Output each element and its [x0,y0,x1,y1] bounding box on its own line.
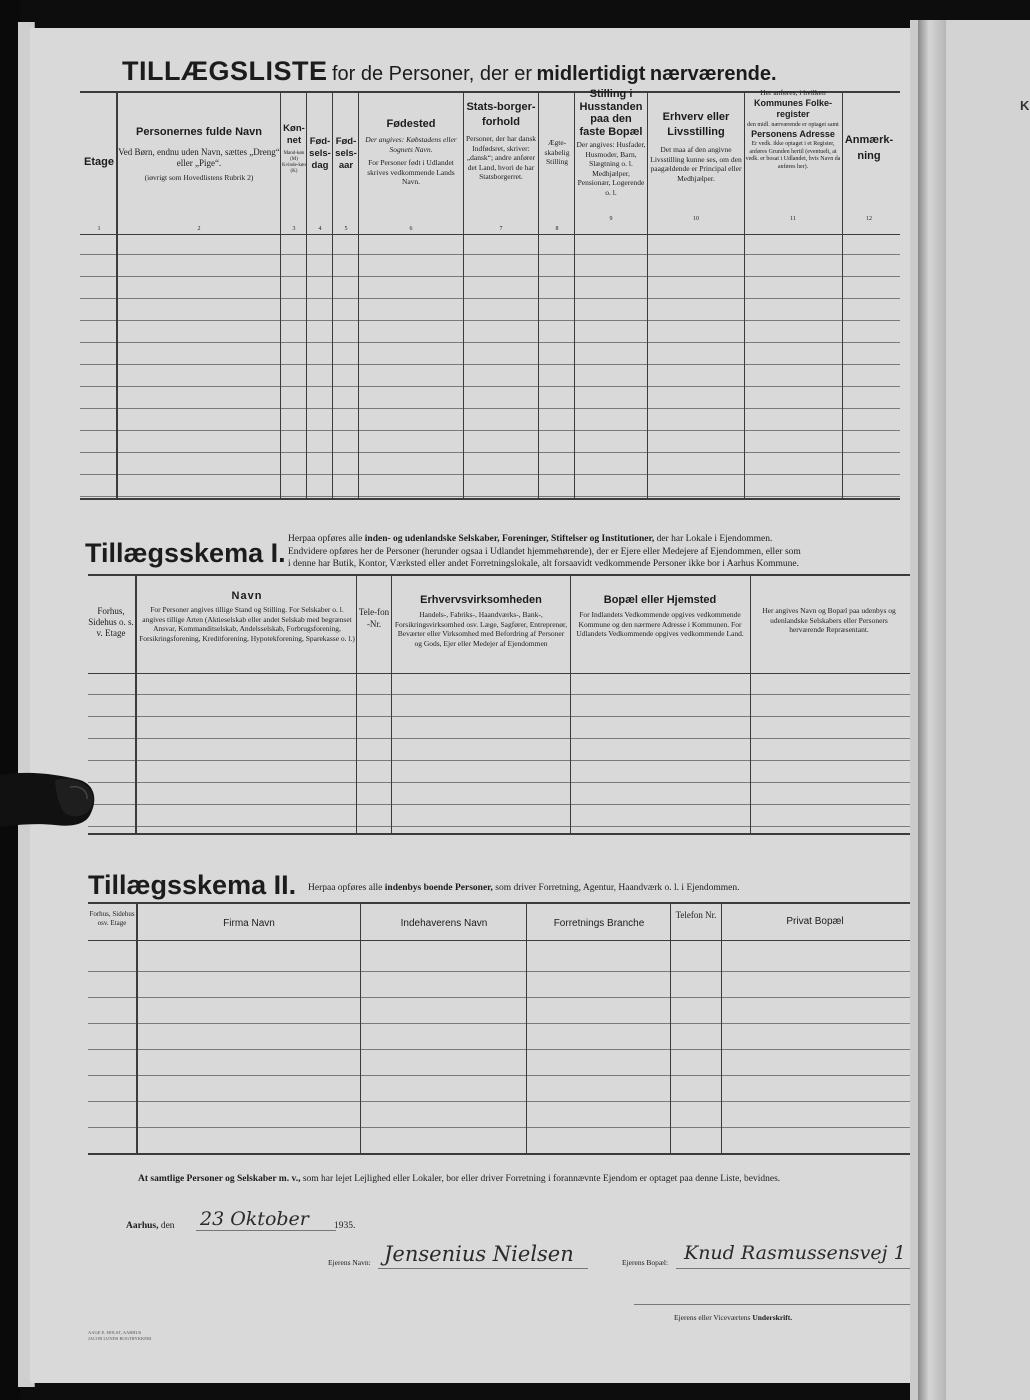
col-folkeregister-title2: Personens Adresse [751,129,835,139]
col-navn [118,126,280,183]
skema1-intro-bold: inden- og udenlandske Selskaber, Foreninger, Stiftelser og Institutioner, [364,534,655,544]
table2-row-line [88,738,910,739]
date-underline [196,1230,336,1231]
table1-col-line [647,93,648,498]
s1-col-bopael-note: For Indlandets Vedkommende opgives vedkommende Kommune og den nærmere Adresse i Kommunen. For Udlandets Vedkommende opgives vedkommende Land. [576,610,744,638]
col-folkeregister-pre: Her anføres, i hvilken [760,88,826,97]
col-num: 6 [409,226,413,232]
table3-row-line [88,1075,910,1076]
owner-address-handwritten: Knud Rasmussensvej 1 [684,1242,906,1264]
table3-row-line [88,997,910,998]
s1-col-repraesentant: Her angives Navn og Bopæl paa udenbys og udenlandske Selskabers eller Personers herværende Repræsentant. [762,606,896,634]
col-foedselsdag: Fød-sels-dag [309,136,331,171]
col-num: 5 [344,226,348,232]
col-folkeregister-note: den midl. nærværende er optaget samt [747,121,839,128]
table3-bottom-rule [88,1153,910,1155]
col-num: 2 [197,226,201,232]
skema1-intro-line2: Endvidere opføres her de Personer (herunder ogsaa i Udlandet hjemmehørende), der er Ejere eller Medejere af Ejendommen, eller som [288,546,801,557]
table1-row-line [80,342,900,343]
title-main: TILLÆGSLISTE [122,56,328,86]
s1-col-etage: Forhus, Sidehus o. s. v. Etage [88,606,134,638]
col-statsborger [465,100,537,182]
table3-top-rule [88,902,910,904]
col-foedselsaar: Fød-sels-aar [335,136,357,171]
col-stilling-note: Der angives: Husfader, Husmoder, Barn, Slægtning o. l. Medhjælper, Pensionær, Logerende o. l. [576,140,646,197]
table3-col-line [360,904,361,1153]
table1-row-line [80,430,900,431]
place: Aarhus, [126,1221,159,1231]
table1-row-line [80,496,900,497]
printer-line2: JACOB LUNDS BOGTRYKKERI [88,1336,152,1341]
s2-col-telefon: Telefon Nr. [675,910,717,920]
skema1-title: Tillægsskema I. [85,538,286,568]
col-stilling [576,88,646,197]
table1-row-line [80,452,900,453]
signature-label-text: Ejerens eller Viceværtens [674,1313,751,1322]
s1-col-bopael-title: Bopæl eller Hjemsted [603,594,717,606]
col-erhverv-title: Erhverv eller Livsstilling [662,111,730,138]
title-emphasis: midlertidigt [536,63,646,85]
title-rest: for de Personer, der er [331,63,533,85]
col-folkeregister [745,88,841,171]
next-page: K [946,20,1030,1400]
skema2-intro [308,883,739,893]
date-line [126,1221,175,1231]
s2-col-branche: Forretnings Branche [553,918,645,929]
table1-row-line [80,364,900,365]
col-num: 9 [609,216,613,222]
col-folkeregister-note2: Er vedk. ikke optaget i et Register, anføres Grunden hertil (eventuelt, at vedk. er bosat i Udlandet, hvis Navn da anføres her). [745,141,841,170]
printer-mark [88,1330,152,1342]
col-foedested [360,118,462,187]
col-erhverv [649,110,743,183]
table3-row-line [88,1127,910,1128]
year: 1935. [334,1221,356,1231]
signature-line [634,1304,910,1305]
skema1-intro-text2: der har Lokale i Ejendommen. [656,534,773,544]
s2-col-etage: Forhus, Sidehus osv. Etage [89,910,135,927]
owner-address-underline [676,1268,910,1269]
page-fold [918,20,946,1400]
table2-top-rule [88,574,910,576]
table1-col-line [306,93,307,498]
s2-col-firma: Firma Navn [223,918,275,929]
signature-label-bold: Underskrift. [752,1313,793,1322]
col-foedested-note: Der angives: Købstadens eller Sognets Navn. [365,135,457,154]
s1-col-navn [138,590,356,643]
table2-bottom-rule [88,833,910,835]
skema2-intro-text: Herpaa opføres alle [308,883,383,893]
signature-label [674,1313,792,1322]
s1-col-navn-note: For Personer angives tillige Stand og Stilling. For Selskaber o. l. angives tillige Arten (Aktieselskab eller andet Selskab med begrænset Ansvar, Kommanditselskab, Andelsselskab, Forbrugsforening, Forsikringsforening, Kreditforening, Hypotekforening, Sparekasse o. l.) [139,605,355,643]
table2-col-line [391,576,392,833]
skema2-title: Tillægsskema II. [88,870,297,900]
s2-col-indehaver: Indehaverens Navn [400,918,488,929]
table3-row-line [88,971,910,972]
table1-row-line [80,254,900,255]
table2-col-line [135,576,137,833]
table3-row-line [88,1049,910,1050]
thumb [0,765,100,865]
table2-row-line [88,804,910,805]
col-statsborger-note: Personer, der har dansk Indfødsret, skriver: „dansk“; andre anfører det Land, hvori de har Statsborgerret. [465,134,537,181]
table1-col-line [280,93,281,498]
skema1-intro [288,533,908,571]
s1-col-telefon: Tele-fon-Nr. [358,607,390,629]
table1-row-line [80,320,900,321]
table2-row-line [88,760,910,761]
col-aegteskab: Ægte-skabelig Stilling [544,138,570,166]
col-num: 11 [790,216,796,222]
printer-line1: AAGE E. HOLST, AARHUS [88,1330,142,1335]
table3-col-line [670,904,671,1153]
table3-col-line [136,904,138,1153]
table3-col-line [526,904,527,1153]
col-num: 4 [318,226,322,232]
table1-row-line [80,298,900,299]
col-etage: Etage [84,156,114,168]
table1-col-line [463,93,464,498]
table1-col-line [538,93,539,498]
scan-background [0,0,20,1400]
col-num: 12 [866,216,872,222]
table2-header-rule [88,673,910,674]
col-statsborger-title: Stats-borger-forhold [466,101,536,128]
form-page [30,28,910,1383]
declaration [138,1174,780,1184]
col-navn-title: Personernes fulde Navn [136,126,262,138]
col-num: 7 [499,226,503,232]
table1-row-line [80,474,900,475]
col-erhverv-note: Det maa af den angivne Livsstilling kunne ses, om den paagældende er Principal eller Medhjælper. [650,145,742,183]
table3-row-line [88,1101,910,1102]
table1-col-line [358,93,359,498]
declaration-bold: At samtlige Personer og Selskaber m. v., [138,1174,301,1184]
table2-col-line [570,576,571,833]
col-navn-note2: (iøvrigt som Hovedlistens Rubrik 2) [144,173,254,182]
table2-row-line [88,694,910,695]
col-num: 1 [97,226,101,232]
col-num: 3 [292,226,296,232]
table2-col-line [356,576,357,833]
declaration-text: som har lejet Lejlighed eller Lokaler, bor eller driver Forretning i forannævnte Ejendom er optaget paa denne Liste, bevidnes. [302,1174,781,1184]
table2-row-line [88,716,910,717]
col-stilling-title: Stilling i Husstanden paa den faste Bopæl [579,88,643,138]
table1-header-rule [80,234,900,235]
skema1-intro-line3: i denne har Butik, Kontor, Værksted eller andet Forretningslokale, alt forsaavidt vedkommende Personer ikke bor i Aarhus Kommune. [288,559,800,569]
col-koen [282,123,306,175]
date-handwritten: 23 Oktober [200,1208,309,1230]
owner-address-label: Ejerens Bopæl: [622,1258,669,1267]
tillaegsliste-title [122,56,862,87]
owner-name-label: Ejerens Navn: [328,1258,371,1267]
table1-col-line [574,93,575,498]
table2-col-line [750,576,751,833]
table1-row-line [80,276,900,277]
skema1-intro-text: Herpaa opføres alle [288,534,363,544]
table2-row-line [88,782,910,783]
col-anmaerkning: Anmærk-ning [844,134,894,162]
col-num: 8 [555,226,559,232]
s1-col-erhverv [394,594,568,648]
s1-col-navn-title: Navn [231,590,263,602]
s2-col-bopael: Privat Bopæl [786,916,844,927]
table3-col-line [721,904,722,1153]
den-label: den [160,1221,175,1231]
owner-name-handwritten: Jensenius Nielsen [384,1242,574,1266]
table1-row-line [80,386,900,387]
table2-row-line [88,826,910,827]
skema2-intro-bold: indenbys boende Personer, [384,883,493,893]
s1-col-erhverv-title: Erhvervsvirksomheden [420,594,542,606]
col-folkeregister-title: Kommunes Folke-register [753,97,832,119]
s1-col-bopael [572,594,748,639]
col-num: 10 [693,216,699,222]
table3-row-line [88,1023,910,1024]
col-foedested-title: Fødested [386,118,436,130]
col-navn-note: Ved Børn, endnu uden Navn, sættes „Dreng“ eller „Pige“. [118,147,280,168]
table1-row-line [80,408,900,409]
col-koen-note: Mand-køn (M) Kvinde-køn (K) [282,151,306,174]
owner-name-underline [378,1268,588,1269]
col-foedested-note2: For Personer født i Udlandet skrives vedkommende Lands Navn. [367,158,455,186]
s1-col-erhverv-note: Handels-, Fabriks-, Haandværks-, Bank-, Forsikringsvirksomhed osv. Læge, Sagfører, Entreprenør, Beværter eller Virksomhed med Befordring af Personer og Gods, Ejer eller Medejer af Ejendommen [394,610,568,648]
table3-header-rule [88,940,910,941]
skema2-intro-text2: som driver Forretning, Agentur, Haandværk o. l. i Ejendommen. [495,883,740,893]
col-koen-title: Køn-net [283,123,305,146]
title-end: nærværende. [649,63,777,85]
table1-col-line [332,93,333,498]
table1-bottom-rule [80,498,900,500]
